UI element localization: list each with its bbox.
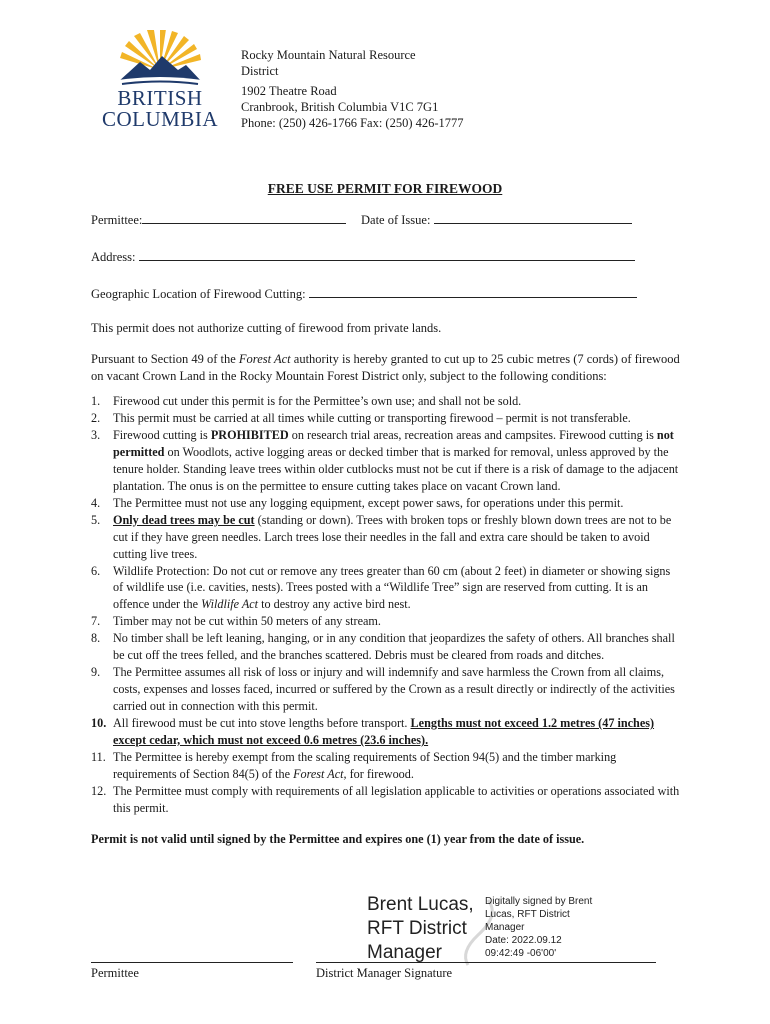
digital-sig-time: 09:42:49 -06'00' bbox=[485, 948, 557, 959]
date-input[interactable] bbox=[434, 211, 632, 224]
condition-item bbox=[91, 783, 681, 817]
address-field-row bbox=[91, 248, 635, 265]
phone-fax: Phone: (250) 426-1766 Fax: (250) 426-1777 bbox=[241, 116, 464, 130]
city-address: Cranbrook, British Columbia V1C 7G1 bbox=[241, 100, 439, 114]
condition-text: (standing or down). Trees with broken tops or freshly blown down trees are not to be cut if they have green needles. Larch trees lose their needles in the fall and extra care should be taken to avoid cutting live trees. bbox=[113, 512, 672, 561]
prohibited-emphasis: PROHIBITED bbox=[210, 427, 289, 442]
conditions-list bbox=[91, 393, 681, 817]
signer-name-line-3: Manager bbox=[367, 942, 442, 963]
condition-text: All firewood must be cut into stove lengths before transport. bbox=[113, 716, 411, 731]
condition-number: 2. bbox=[91, 410, 101, 425]
condition-text: Firewood cutting is bbox=[113, 427, 211, 442]
condition-number: 11. bbox=[91, 750, 106, 765]
private-lands-note: This permit does not authorize cutting of firewood from private lands. bbox=[91, 321, 442, 335]
permittee-signature-line[interactable] bbox=[91, 962, 293, 963]
digital-sig-line: Lucas, RFT District bbox=[485, 909, 570, 920]
date-label: Date of Issue: bbox=[361, 213, 431, 227]
condition-item bbox=[91, 410, 681, 427]
permittee-label: Permittee: bbox=[91, 213, 143, 227]
logo-line-1: BRITISH bbox=[117, 86, 203, 110]
condition-item bbox=[91, 664, 681, 715]
condition-item bbox=[91, 715, 681, 749]
location-field-row bbox=[91, 285, 637, 302]
condition-text: Timber may not be cut within 50 meters of any stream. bbox=[113, 614, 381, 629]
signer-name-line-1: Brent Lucas, bbox=[367, 894, 474, 915]
not-permitted-emphasis: not permitted bbox=[113, 427, 674, 459]
condition-number: 3. bbox=[91, 427, 101, 442]
condition-text: Firewood cut under this permit is for the Permittee’s own use; and shall not be sold. bbox=[113, 394, 522, 408]
digital-sig-line: Manager bbox=[485, 922, 525, 933]
condition-item bbox=[91, 630, 681, 664]
condition-item bbox=[91, 749, 681, 783]
condition-number: 1. bbox=[91, 394, 101, 408]
condition-item bbox=[91, 427, 681, 495]
pursuant-text-pre: Pursuant to Section 49 of the bbox=[91, 352, 239, 366]
condition-text: The Permittee is hereby exempt from the scaling requirements of Section 94(5) and the timber marking requirements of Section 84(5) of the bbox=[113, 750, 617, 781]
pursuant-paragraph bbox=[91, 351, 681, 384]
page-title: FREE USE PERMIT FOR FIREWOOD bbox=[267, 181, 503, 196]
signer-name-block bbox=[367, 893, 474, 965]
permittee-signature-label: Permittee bbox=[91, 966, 139, 980]
condition-item bbox=[91, 613, 681, 630]
condition-number: 12. bbox=[91, 783, 107, 798]
forest-act-ref: Forest Act, bbox=[293, 766, 347, 781]
permittee-field-row bbox=[91, 211, 346, 228]
org-name-line-1: Rocky Mountain Natural Resource bbox=[241, 48, 416, 62]
location-label: Geographic Location of Firewood Cutting: bbox=[91, 287, 306, 301]
validity-note: Permit is not valid until signed by the Permittee and expires one (1) year from the date of issue. bbox=[91, 832, 585, 846]
condition-number: 4. bbox=[91, 495, 101, 510]
condition-text: on Woodlots, active logging areas or decked timber that is marked for removal, unless approved by the tenure holder. Standing leave trees within older cutblocks must not be cut if there is a risk of damage to the adjacent plantation. The onus is on the permittee to ensure cutting takes place on vacant Crown land. bbox=[113, 444, 679, 493]
condition-text: Wildlife Protection: Do not cut or remove any trees greater than 60 cm (about 2 feet) in diameter or showing signs of wildlife use (i.e. cavities, nests). Trees posted with a “Wildlife Tree” sign are reserved from cutting. It is an offence under the bbox=[113, 563, 671, 612]
condition-number: 10. bbox=[91, 716, 107, 731]
forest-act-ref: Forest Act bbox=[238, 352, 291, 366]
condition-number: 7. bbox=[91, 614, 101, 629]
digital-sig-date: Date: 2022.09.12 bbox=[485, 935, 562, 946]
condition-text: The Permittee must not use any logging equipment, except power saws, for operations under this permit. bbox=[113, 495, 624, 510]
manager-signature-line bbox=[316, 962, 656, 963]
condition-number: 8. bbox=[91, 631, 101, 646]
condition-text: The Permittee assumes all risk of loss or injury and will indemnify and save harmless the Crown from all claims, costs, expenses and losses faced, incurred or suffered by the Crown as a result directly or indirectly of the activities carried out in connection with this permit. bbox=[113, 665, 675, 714]
condition-number: 5. bbox=[91, 512, 101, 527]
permittee-input[interactable] bbox=[142, 211, 346, 224]
condition-text: on research trial areas, recreation areas and campsites. Firewood cutting is bbox=[288, 427, 657, 442]
wildlife-act-ref: Wildlife Act bbox=[201, 597, 259, 612]
address-label: Address: bbox=[91, 250, 136, 264]
location-input[interactable] bbox=[309, 285, 637, 298]
digital-sig-line: Digitally signed by Brent bbox=[485, 896, 593, 907]
dead-trees-emphasis: Only dead trees may be cut bbox=[113, 512, 255, 527]
digital-signature-details bbox=[485, 895, 592, 960]
condition-number: 9. bbox=[91, 665, 101, 680]
condition-item bbox=[91, 563, 681, 614]
length-limit-emphasis: Lengths must not exceed 1.2 metres (47 inches) except cedar, which must not exceed 0.6 metres (23.6 inches). bbox=[113, 716, 655, 748]
manager-signature-label: District Manager Signature bbox=[316, 966, 453, 980]
org-address-block bbox=[241, 47, 464, 131]
condition-text: for firewood. bbox=[346, 766, 414, 781]
condition-text: to destroy any active bird nest. bbox=[258, 597, 411, 612]
condition-item bbox=[91, 393, 681, 410]
condition-text: This permit must be carried at all times while cutting or transporting firewood – permit is not transferable. bbox=[113, 410, 631, 425]
signer-name-line-2: RFT District bbox=[367, 918, 467, 939]
condition-text: The Permittee must comply with requirements of all legislation applicable to activities or operations associated with this permit. bbox=[113, 783, 680, 815]
condition-item bbox=[91, 512, 681, 563]
address-input[interactable] bbox=[139, 248, 635, 261]
condition-number: 6. bbox=[91, 563, 101, 578]
condition-item bbox=[91, 495, 681, 512]
condition-text: No timber shall be left leaning, hanging, or in any condition that jeopardizes the safety of others. All branches shall be cut off the trees felled, and the branches scattered. Debris must be cleared from roads and ditches. bbox=[113, 631, 675, 663]
date-field-row bbox=[361, 211, 632, 228]
logo-text bbox=[100, 88, 220, 130]
street-address: 1902 Theatre Road bbox=[241, 84, 337, 98]
org-name-line-2: District bbox=[241, 64, 279, 78]
pursuant-text-post: authority is hereby granted to cut up to 25 cubic metres (7 cords) of firewood on vacant Crown Land in the Rocky Mountain Forest District only, subject to the following conditions: bbox=[91, 352, 680, 383]
logo-line-2: COLUMBIA bbox=[101, 107, 218, 131]
